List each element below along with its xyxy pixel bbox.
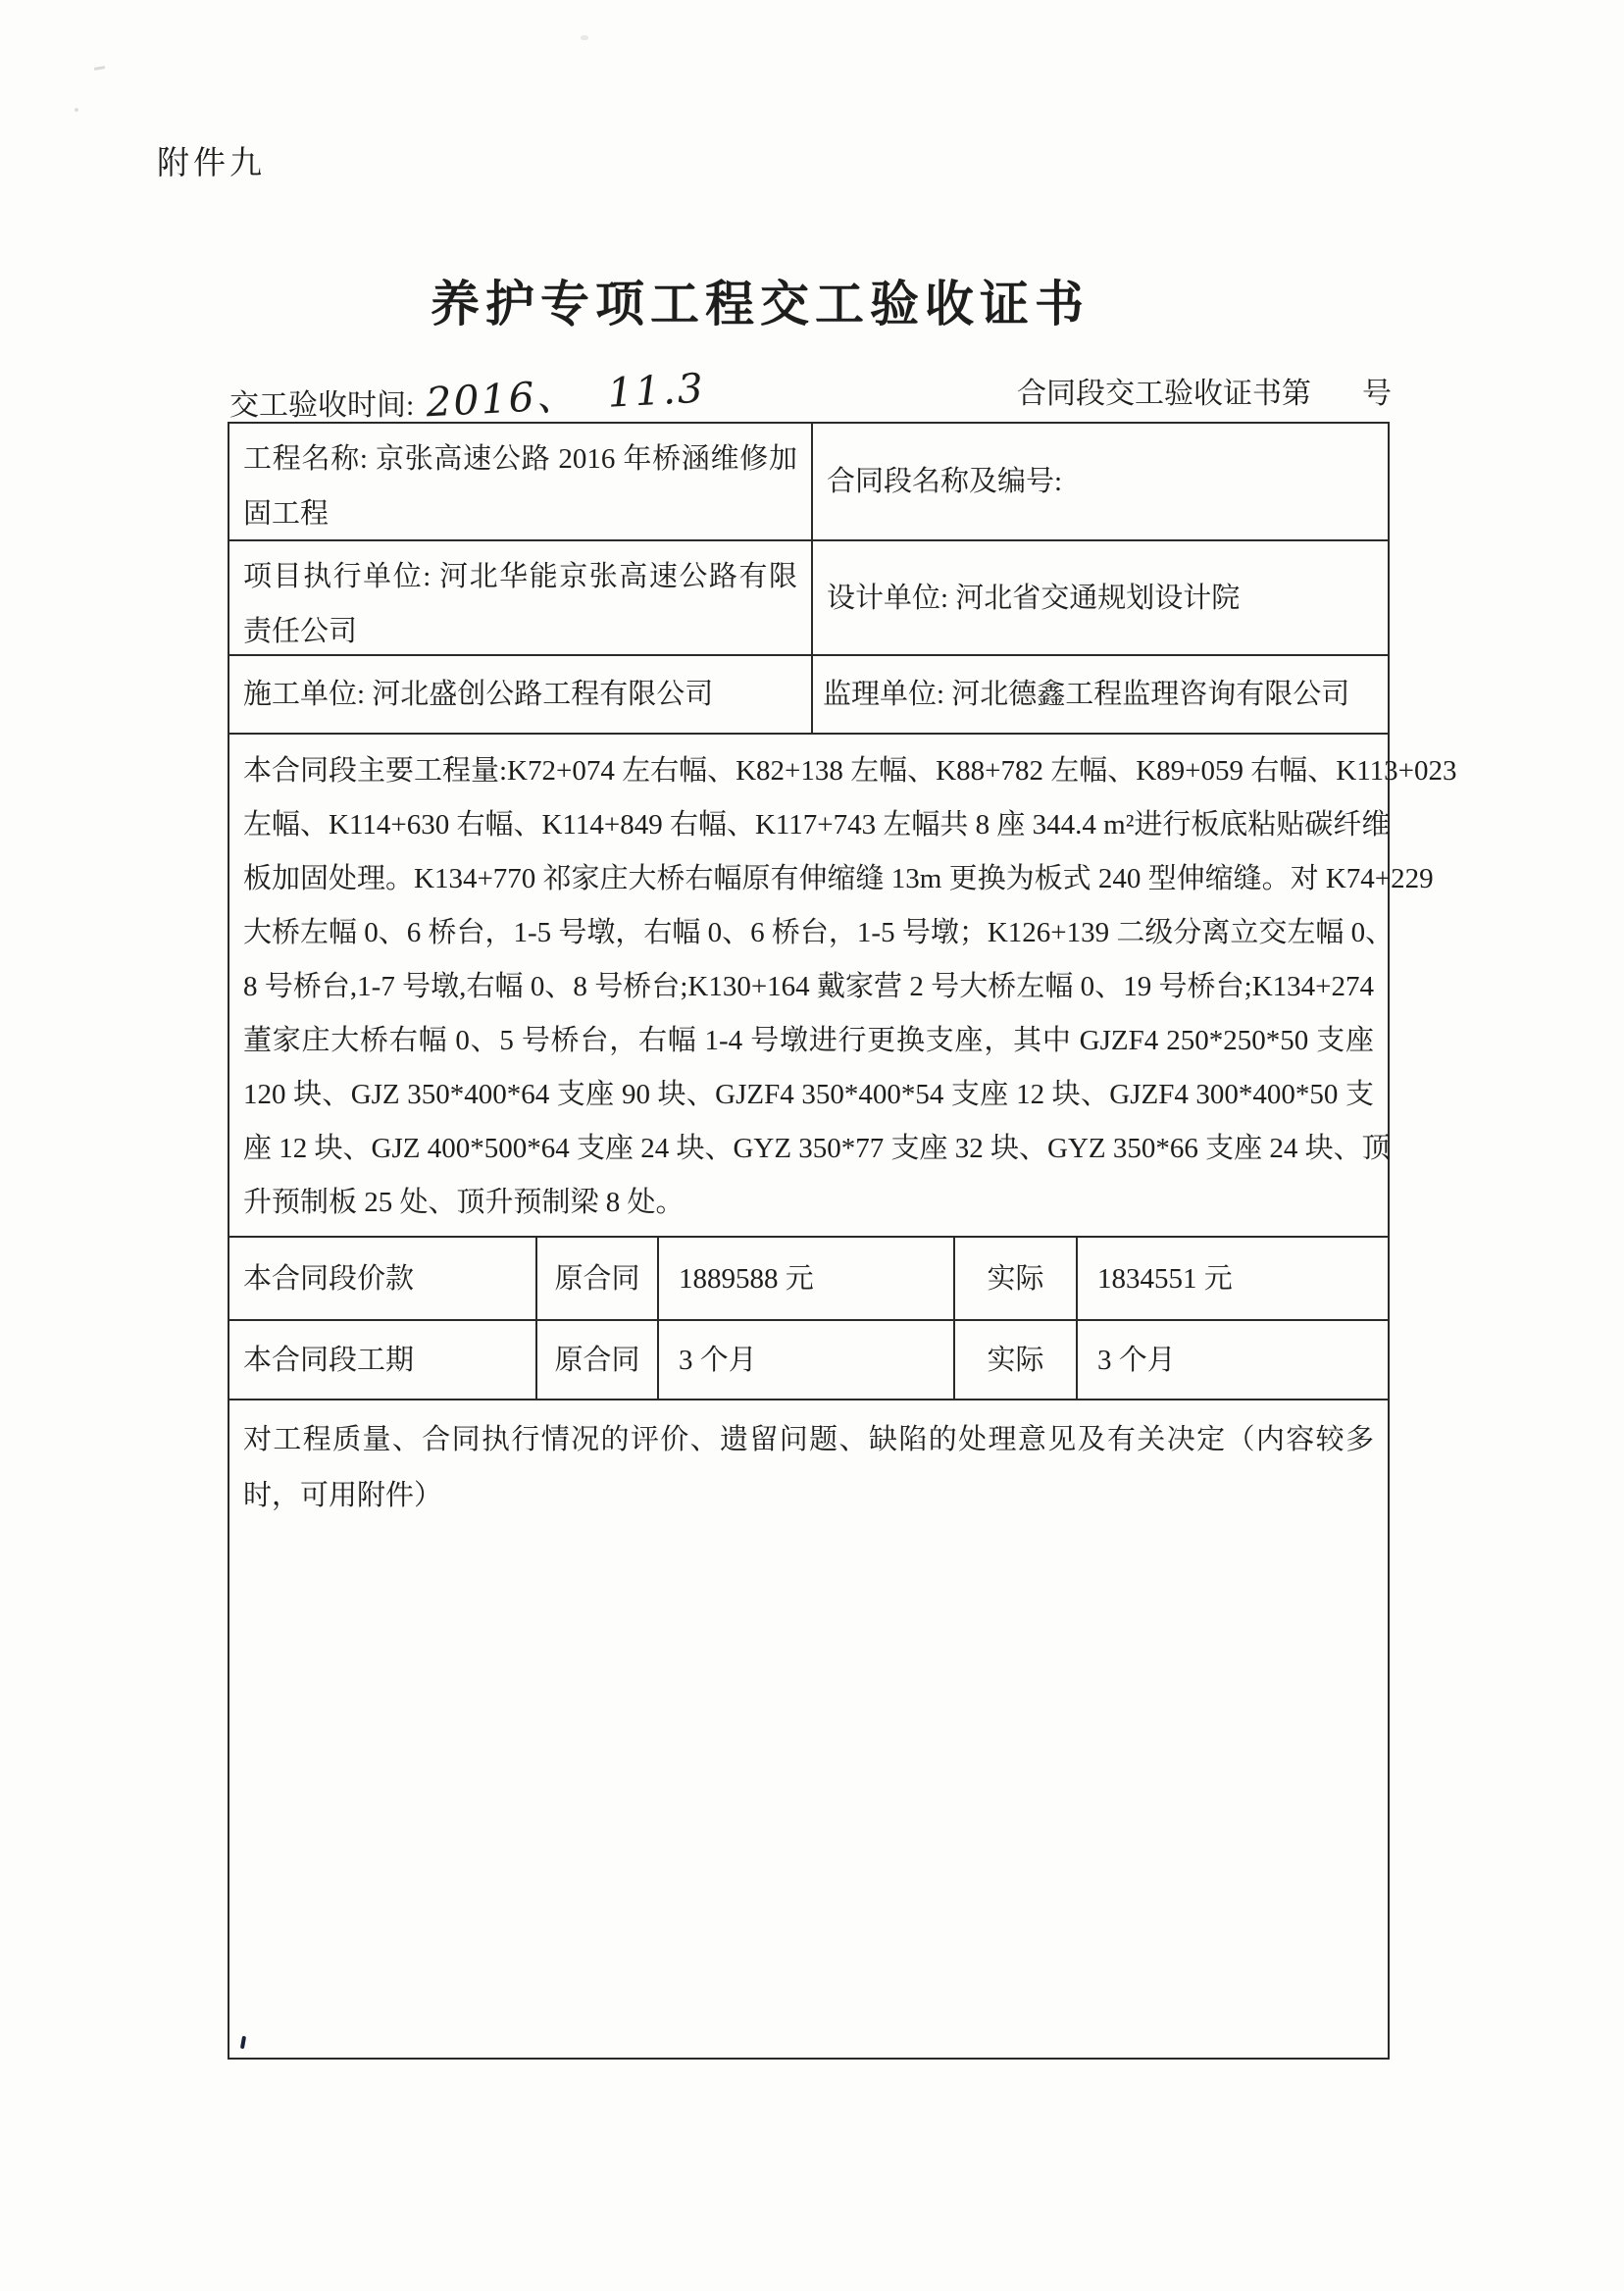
price-original-label: 原合同 [554,1262,640,1295]
project-name-text: 工程名称: 京张高速公路 2016 年桥涵维修加固工程 [243,443,797,530]
duration-label: 本合同段工期 [243,1344,415,1376]
supervision-unit-cell [811,656,1388,733]
duration-row [229,1319,1388,1399]
duration-label-cell [229,1321,535,1399]
price-actual-value: 1834551 元 [1097,1262,1233,1295]
main-quantities-line: 板加固处理。K134+770 祁家庄大桥右幅原有伸缩缝 13m 更换为板式 240 型伸缩缝。对 K74+229 [243,863,1434,894]
duration-original-label: 原合同 [554,1344,640,1376]
price-original-label-cell [535,1238,657,1319]
table-row [229,733,1457,1236]
duration-actual-value-cell [1076,1321,1388,1399]
acceptance-time-handwritten-value: 2016、 11.3 [425,364,707,427]
main-quantities-line: 董家庄大桥右幅 0、5 号桥台，右幅 1-4 号墩进行更换支座，其中 GJZF4 250*250*50 支座 [243,1025,1374,1056]
page-title: 养护专项工程交工验收证书 [431,277,1090,331]
meta-line [229,364,1392,427]
scan-speck [581,35,588,40]
certificate-number [1017,369,1392,412]
acceptance-time [229,364,707,427]
price-original-value-cell [657,1238,953,1319]
price-actual-label: 实际 [987,1262,1044,1295]
scan-speck [94,66,105,71]
evaluation-text: 对工程质量、合同执行情况的评价、遗留问题、缺陷的处理意见及有关决定（内容较多时，可用附件） [243,1424,1374,1511]
price-actual-value-cell [1076,1238,1388,1319]
table-row [229,654,1388,733]
executing-unit-text: 项目执行单位: 河北华能京张高速公路有限责任公司 [243,561,797,647]
table-row [229,424,1388,539]
duration-actual-value: 3 个月 [1097,1344,1176,1376]
main-quantities-line: 8 号桥台,1-7 号墩,右幅 0、8 号桥台;K130+164 戴家营 2 号大桥左幅 0、19 号桥台;K134+274 [243,971,1374,1002]
price-label: 本合同段价款 [243,1262,415,1295]
duration-actual-label: 实际 [987,1344,1044,1376]
main-quantities-line: 120 块、GJZ 350*400*64 支座 90 块、GJZF4 350*400*54 支座 12 块、GJZF4 300*400*50 支 [243,1079,1374,1110]
contract-section-label: 合同段名称及编号: [827,466,1063,497]
supervision-unit-text: 监理单位: 河北德鑫工程监理咨询有限公司 [823,679,1350,710]
duration-original-value-cell [657,1321,953,1399]
contract-section-cell [811,424,1388,539]
project-name-cell [229,424,811,539]
construction-unit-text: 施工单位: 河北盛创公路工程有限公司 [243,679,714,710]
design-unit-text: 设计单位: 河北省交通规划设计院 [827,582,1241,614]
construction-unit-cell [229,656,811,733]
main-quantities-line: 座 12 块、GJZ 400*500*64 支座 24 块、GYZ 350*77 支座 32 块、GYZ 350*66 支座 24 块、顶 [243,1133,1391,1164]
main-quantities-line: 升预制板 25 处、顶升预制梁 8 处。 [243,1187,685,1218]
attachment-label: 附件九 [157,146,266,181]
design-unit-cell [811,541,1388,654]
certificate-number-suffix: 号 [1362,378,1392,410]
acceptance-form-table [228,422,1457,2060]
price-label-cell [229,1238,535,1319]
price-row [229,1236,1388,1319]
evaluation-cell [229,1400,1388,2058]
price-original-value: 1889588 元 [679,1262,814,1295]
evaluation-row [229,1399,1388,2058]
main-quantities-line: 大桥左幅 0、6 桥台，1-5 号墩，右幅 0、6 桥台，1-5 号墩；K126+139 二级分离立交左幅 0、 [243,917,1395,948]
scan-speck [75,108,78,112]
duration-actual-label-cell [953,1321,1076,1399]
price-actual-label-cell [953,1238,1076,1319]
main-quantities-line: 本合同段主要工程量:K72+074 左右幅、K82+138 左幅、K88+782 左幅、K89+059 右幅、K113+023 [243,755,1457,787]
executing-unit-cell [229,541,811,654]
duration-original-value: 3 个月 [679,1344,757,1376]
main-quantities-line: 左幅、K114+630 右幅、K114+849 右幅、K117+743 左幅共 8 座 344.4 m²进行板底粘贴碳纤维 [243,809,1391,840]
table-row [229,539,1388,654]
main-quantities-cell [229,735,1457,1236]
certificate-number-prefix: 合同段交工验收证书第 [1017,378,1311,410]
acceptance-time-label: 交工验收时间: [229,389,415,422]
duration-original-label-cell [535,1321,657,1399]
